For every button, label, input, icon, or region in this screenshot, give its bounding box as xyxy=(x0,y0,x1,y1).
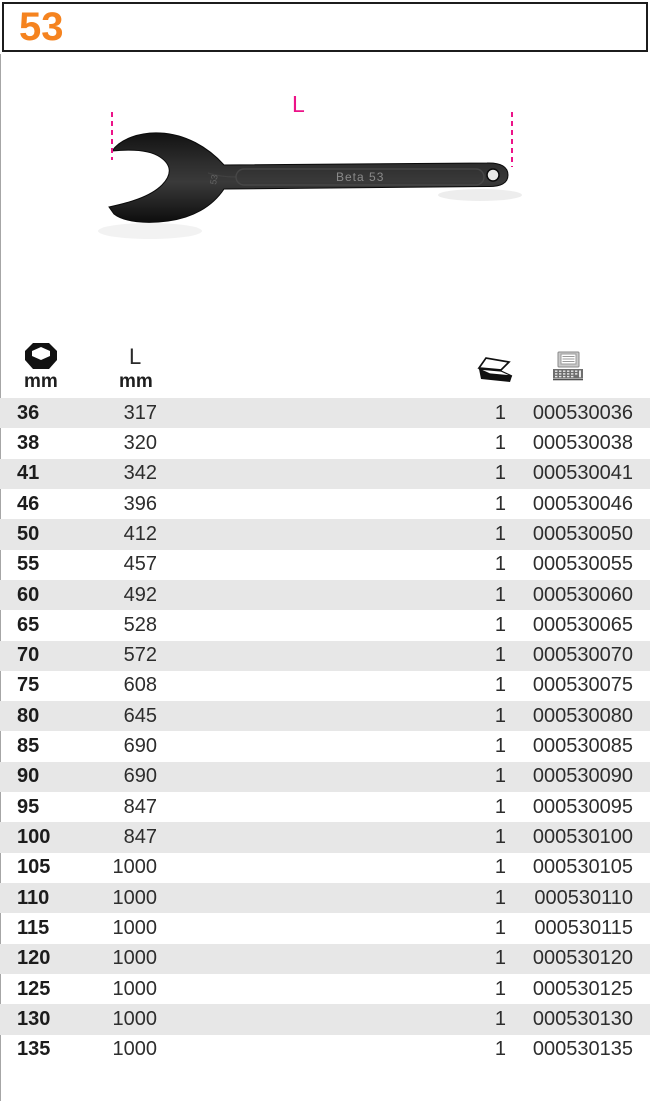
length-cell: 1000 xyxy=(112,1038,157,1061)
table-row xyxy=(0,883,650,913)
length-cell: 572 xyxy=(123,644,157,667)
code-cell: 000530070 xyxy=(532,644,633,667)
length-cell: 396 xyxy=(123,492,157,515)
quantity-cell: 1 xyxy=(494,522,506,545)
table-row xyxy=(0,428,650,458)
table-row xyxy=(0,489,650,519)
code-cell: 000530115 xyxy=(534,916,633,939)
size-cell: 115 xyxy=(17,916,50,939)
code-cell: 000530090 xyxy=(532,765,633,788)
table-row xyxy=(0,974,650,1004)
size-cell: 36 xyxy=(17,401,40,424)
size-cell: 105 xyxy=(17,856,51,879)
code-cell: 000530105 xyxy=(532,856,633,879)
toolbox-icon xyxy=(476,355,514,383)
quantity-cell: 1 xyxy=(494,613,506,636)
code-cell: 000530120 xyxy=(532,947,633,970)
quantity-cell: 1 xyxy=(494,492,506,515)
quantity-cell: 1 xyxy=(494,947,506,970)
hang-hole xyxy=(487,169,499,181)
quantity-cell: 1 xyxy=(494,674,506,697)
code-cell: 000530110 xyxy=(534,886,633,909)
table-row xyxy=(0,641,650,671)
length-cell: 690 xyxy=(123,735,157,758)
length-cell: 1000 xyxy=(112,977,157,1000)
table-row xyxy=(0,580,650,610)
size-unit-label: mm xyxy=(24,371,58,392)
product-figure xyxy=(0,85,650,260)
length-cell: 645 xyxy=(123,704,157,727)
quantity-cell: 1 xyxy=(494,735,506,758)
code-cell: 000530095 xyxy=(532,795,633,818)
quantity-cell: 1 xyxy=(494,1007,506,1030)
quantity-cell: 1 xyxy=(494,977,506,1000)
length-cell: 342 xyxy=(123,462,157,485)
table-row xyxy=(0,459,650,489)
size-cell: 85 xyxy=(17,735,40,758)
length-cell: 528 xyxy=(123,613,157,636)
size-cell: 70 xyxy=(17,644,40,667)
size-cell: 100 xyxy=(17,826,51,849)
table-row xyxy=(0,731,650,761)
length-cell: 847 xyxy=(123,826,157,849)
table-row xyxy=(0,853,650,883)
code-cell: 000530125 xyxy=(532,977,633,1000)
size-cell: 110 xyxy=(17,886,50,909)
size-cell: 50 xyxy=(17,522,40,545)
quantity-cell: 1 xyxy=(494,856,506,879)
code-cell: 000530055 xyxy=(532,553,633,576)
size-cell: 60 xyxy=(17,583,40,606)
length-cell: 690 xyxy=(123,765,157,788)
model-number: 53 xyxy=(19,5,64,49)
quantity-cell: 1 xyxy=(494,765,506,788)
wrench-brand-marking: Beta 53 xyxy=(336,170,385,184)
code-cell: 000530130 xyxy=(532,1007,633,1030)
table-row xyxy=(0,944,650,974)
code-cell: 000530041 xyxy=(532,462,633,485)
length-cell: 1000 xyxy=(112,856,157,879)
code-cell: 000530036 xyxy=(532,401,633,424)
hex-nut-icon xyxy=(24,342,58,370)
size-cell: 90 xyxy=(17,765,40,788)
length-dimension-label: L xyxy=(292,91,305,117)
table-header xyxy=(0,340,650,398)
quantity-cell: 1 xyxy=(494,886,506,909)
length-cell: 1000 xyxy=(112,947,157,970)
size-cell: 41 xyxy=(17,462,40,485)
code-cell: 000530075 xyxy=(532,674,633,697)
size-cell: 120 xyxy=(17,947,51,970)
code-cell: 000530065 xyxy=(532,613,633,636)
quantity-cell: 1 xyxy=(494,644,506,667)
table-row xyxy=(0,1035,650,1065)
wrench-body xyxy=(109,133,508,222)
table-row xyxy=(0,701,650,731)
code-cell: 000530135 xyxy=(532,1038,633,1061)
length-cell: 1000 xyxy=(112,916,157,939)
size-cell: 95 xyxy=(17,795,40,818)
table-row xyxy=(0,822,650,852)
table-row xyxy=(0,913,650,943)
quantity-cell: 1 xyxy=(494,462,506,485)
quantity-cell: 1 xyxy=(494,916,506,939)
model-number-box xyxy=(2,2,648,52)
table-row xyxy=(0,398,650,428)
quantity-cell: 1 xyxy=(494,553,506,576)
table-row xyxy=(0,550,650,580)
quantity-cell: 1 xyxy=(494,1038,506,1061)
wrench-image xyxy=(0,85,650,260)
length-cell: 492 xyxy=(123,583,157,606)
dimension-line-right xyxy=(511,112,513,167)
quantity-cell: 1 xyxy=(494,795,506,818)
table-row xyxy=(0,519,650,549)
code-cell: 000530085 xyxy=(532,735,633,758)
code-cell: 000530100 xyxy=(532,826,633,849)
size-cell: 46 xyxy=(17,492,40,515)
size-cell: 55 xyxy=(17,553,40,576)
table-row xyxy=(0,1004,650,1034)
length-cell: 412 xyxy=(123,522,157,545)
length-cell: 457 xyxy=(123,553,157,576)
table-row xyxy=(0,671,650,701)
register-icon xyxy=(551,351,585,382)
dimension-line-left xyxy=(111,112,113,160)
size-cell: 38 xyxy=(17,431,40,454)
size-cell: 65 xyxy=(17,613,40,636)
length-cell: 1000 xyxy=(112,1007,157,1030)
table-row xyxy=(0,610,650,640)
table-row xyxy=(0,762,650,792)
code-cell: 000530050 xyxy=(532,522,633,545)
quantity-cell: 1 xyxy=(494,826,506,849)
length-cell: 1000 xyxy=(112,886,157,909)
wrench-size-marking: 53 xyxy=(208,173,220,186)
size-cell: 80 xyxy=(17,704,40,727)
length-cell: 320 xyxy=(123,431,157,454)
size-cell: 135 xyxy=(17,1038,51,1061)
quantity-cell: 1 xyxy=(494,704,506,727)
table-body xyxy=(0,398,650,1065)
code-cell: 000530060 xyxy=(532,583,633,606)
code-cell: 000530038 xyxy=(532,431,633,454)
code-cell: 000530046 xyxy=(532,492,633,515)
table-row xyxy=(0,792,650,822)
size-cell: 130 xyxy=(17,1007,51,1030)
size-cell: 75 xyxy=(17,674,40,697)
code-cell: 000530080 xyxy=(532,704,633,727)
length-cell: 847 xyxy=(123,795,157,818)
quantity-cell: 1 xyxy=(494,401,506,424)
length-unit-label: mm xyxy=(119,371,153,392)
size-cell: 125 xyxy=(17,977,51,1000)
length-cell: 317 xyxy=(123,401,157,424)
quantity-cell: 1 xyxy=(494,583,506,606)
length-cell: 608 xyxy=(123,674,157,697)
length-column-label: L xyxy=(129,344,142,369)
quantity-cell: 1 xyxy=(494,431,506,454)
